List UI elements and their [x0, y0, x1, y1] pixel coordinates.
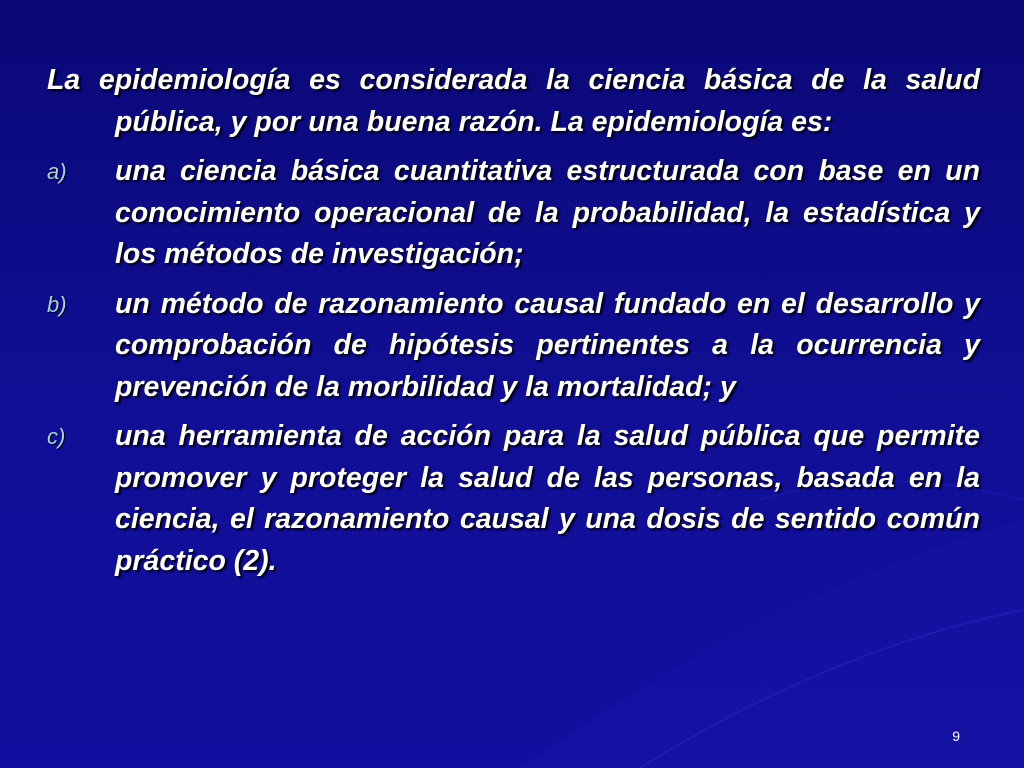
list-item-c [47, 416, 980, 582]
list-item-text-b: un método de razonamiento causal fundado en el desarrollo y comprobación de hipótesis pertinentes a la ocurrencia y prevención de la morbilidad y la mortalidad; y [115, 287, 980, 403]
list-item-b [47, 284, 980, 409]
list-item-text-c: una herramienta de acción para la salud pública que permite promover y proteger la salud de las personas, basada en la ciencia, el razonamiento causal y una dosis de sentido común práctico (2). [115, 420, 980, 577]
list-marker-a: a) [47, 159, 67, 184]
intro-paragraph: La epidemiología es considerada la ciencia básica de la salud pública, y por una buena razón. La epidemiología es: [47, 64, 980, 138]
list-item-text-a: una ciencia básica cuantitativa estructurada con base en un conocimiento operacional de la probabilidad, la estadística y los métodos de investigación; [115, 155, 980, 270]
page-number: 9 [952, 728, 960, 744]
list-marker-b: b) [47, 291, 67, 317]
list-marker-c: c) [47, 424, 66, 449]
list-item-a [47, 151, 980, 276]
slide-body [47, 60, 980, 590]
